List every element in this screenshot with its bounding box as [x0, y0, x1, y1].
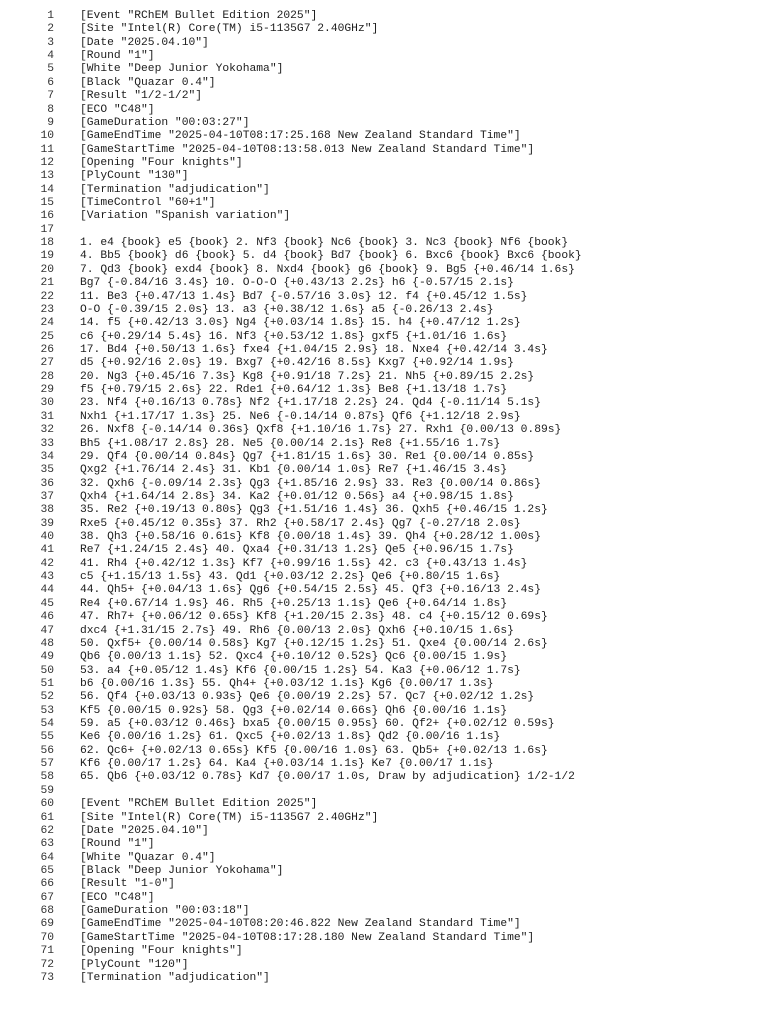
text-line	[0, 304, 768, 317]
text-line	[0, 357, 768, 370]
line-text: 23. Nf4 {+0.16/13 0.78s} Nf2 {+1.17/18 2.2s} 24. Qd4 {-0.11/14 5.1s}	[80, 397, 541, 410]
line-number: 26	[40, 343, 54, 356]
text-line	[0, 264, 768, 277]
line-text: [GameDuration "00:03:18"]	[80, 905, 250, 918]
line-number: 45	[40, 597, 54, 610]
line-number: 40	[40, 531, 54, 544]
line-text: [Opening "Four knights"]	[80, 156, 243, 169]
text-line	[0, 144, 768, 157]
line-number: 19	[40, 250, 54, 263]
text-line	[0, 397, 768, 410]
line-number: 53	[40, 704, 54, 717]
text-line	[0, 317, 768, 330]
line-number: 63	[40, 838, 54, 851]
line-number: 15	[40, 197, 54, 210]
text-line	[0, 424, 768, 437]
text-line	[0, 90, 768, 103]
text-line	[0, 411, 768, 424]
text-line	[0, 104, 768, 117]
line-text: 26. Nxf8 {-0.14/14 0.36s} Qxf8 {+1.10/16 1.7s} 27. Rxh1 {0.00/13 0.89s}	[80, 424, 562, 437]
line-text: 17. Bd4 {+0.50/13 1.6s} fxe4 {+1.04/15 2.9s} 18. Nxe4 {+0.42/14 3.4s}	[80, 343, 548, 356]
line-text: Qxg2 {+1.76/14 2.4s} 31. Kb1 {0.00/14 1.0s} Re7 {+1.46/15 3.4s}	[80, 464, 508, 477]
line-number: 50	[40, 664, 54, 677]
line-text: 47. Rh7+ {+0.06/12 0.65s} Kf8 {+1.20/15 2.3s} 48. c4 {+0.15/12 0.69s}	[80, 611, 548, 624]
text-line	[0, 865, 768, 878]
line-number: 6	[47, 76, 54, 89]
text-line	[0, 210, 768, 223]
line-text: [White "Quazar 0.4"]	[80, 851, 216, 864]
line-text: 53. a4 {+0.05/12 1.4s} Kf6 {0.00/15 1.2s} 54. Ka3 {+0.06/12 1.7s}	[80, 664, 521, 677]
line-number: 18	[40, 237, 54, 250]
line-number: 29	[40, 384, 54, 397]
line-number: 73	[40, 971, 54, 984]
line-text: [Black "Deep Junior Yokohama"]	[80, 865, 284, 877]
line-text: c5 {+1.15/13 1.5s} 43. Qd1 {+0.03/12 2.2s} Qe6 {+0.80/15 1.6s}	[80, 571, 501, 584]
line-text	[80, 785, 768, 798]
line-text: [Result "1/2-1/2"]	[80, 90, 203, 103]
text-line	[0, 718, 768, 731]
line-number: 24	[40, 317, 54, 330]
line-text: f5 {+0.79/15 2.6s} 22. Rde1 {+0.64/12 1.3s} Be8 {+1.13/18 1.7s}	[80, 384, 508, 397]
line-number: 34	[40, 450, 54, 463]
text-line	[0, 531, 768, 544]
text-line	[0, 544, 768, 557]
text-line	[0, 291, 768, 304]
line-text: [Event "RChEM Bullet Edition 2025"]	[80, 10, 318, 22]
line-number: 70	[40, 931, 54, 944]
text-line	[0, 130, 768, 143]
text-line	[0, 50, 768, 63]
text-line	[0, 638, 768, 651]
line-text: [Site "Intel(R) Core(TM) i5-1135G7 2.40GHz"]	[80, 811, 379, 824]
line-text: Bh5 {+1.08/17 2.8s} 28. Ne5 {0.00/14 2.1s} Re8 {+1.55/16 1.7s}	[80, 437, 501, 450]
line-number: 71	[40, 945, 54, 958]
line-text: d5 {+0.92/16 2.0s} 19. Bxg7 {+0.42/16 8.5s} Kxg7 {+0.92/14 1.9s}	[80, 357, 514, 370]
text-line	[0, 665, 768, 678]
line-text: [Event "RChEM Bullet Edition 2025"]	[80, 798, 318, 811]
text-line	[0, 518, 768, 531]
text-line	[0, 705, 768, 718]
text-line	[0, 598, 768, 611]
line-number: 51	[40, 677, 54, 690]
line-text: [Round "1"]	[80, 50, 155, 63]
text-line	[0, 758, 768, 771]
text-line	[0, 197, 768, 210]
line-text: Rxe5 {+0.45/12 0.35s} 37. Rh2 {+0.58/17 2.4s} Qg7 {-0.27/18 2.0s}	[80, 517, 521, 530]
line-number: 20	[40, 263, 54, 276]
line-number: 25	[40, 330, 54, 343]
line-text: c6 {+0.29/14 5.4s} 16. Nf3 {+0.53/12 1.8s} gxf5 {+1.01/16 1.6s}	[80, 330, 508, 343]
line-text: [Termination "adjudication"]	[80, 971, 270, 984]
line-number: 57	[40, 758, 54, 771]
line-text: [Termination "adjudication"]	[80, 183, 270, 196]
line-text: Ke6 {0.00/16 1.2s} 61. Qxc5 {+0.02/13 1.8s} Qd2 {0.00/16 1.1s}	[80, 731, 501, 744]
line-number: 33	[40, 437, 54, 450]
line-number: 37	[40, 490, 54, 503]
text-line	[0, 798, 768, 811]
line-number: 58	[40, 771, 54, 784]
line-number: 67	[40, 891, 54, 904]
text-line	[0, 878, 768, 891]
text-line	[0, 77, 768, 90]
line-text: [GameDuration "00:03:27"]	[80, 116, 250, 129]
line-number: 16	[40, 210, 54, 223]
text-line	[0, 23, 768, 36]
line-number: 4	[47, 50, 54, 63]
text-line	[0, 611, 768, 624]
line-number: 7	[47, 90, 54, 103]
line-text: 62. Qc6+ {+0.02/13 0.65s} Kf5 {0.00/16 1.0s} 63. Qb5+ {+0.02/13 1.6s}	[80, 744, 548, 757]
line-number: 10	[40, 130, 54, 143]
text-line	[0, 117, 768, 130]
text-line	[0, 838, 768, 851]
line-number: 62	[40, 824, 54, 837]
line-text: [Date "2025.04.10"]	[80, 824, 209, 837]
line-text: [GameEndTime "2025-04-10T08:17:25.168 New Zealand Standard Time"]	[80, 130, 521, 143]
line-number: 9	[47, 116, 54, 129]
text-line	[0, 972, 768, 985]
text-line	[0, 785, 768, 798]
line-text: [ECO "C48"]	[80, 103, 155, 116]
line-number: 23	[40, 303, 54, 316]
line-text: [Site "Intel(R) Core(TM) i5-1135G7 2.40GHz"]	[80, 23, 379, 36]
line-number: 38	[40, 504, 54, 517]
text-line	[0, 571, 768, 584]
text-line	[0, 491, 768, 504]
text-line	[0, 558, 768, 571]
line-number: 21	[40, 277, 54, 290]
line-text: 59. a5 {+0.03/12 0.46s} bxa5 {0.00/15 0.95s} 60. Qf2+ {+0.02/12 0.59s}	[80, 718, 555, 731]
line-number: 17	[40, 223, 54, 236]
line-text: Nxh1 {+1.17/17 1.3s} 25. Ne6 {-0.14/14 0.87s} Qf6 {+1.12/18 2.9s}	[80, 410, 521, 423]
line-text: 35. Re2 {+0.19/13 0.80s} Qg3 {+1.51/16 1.4s} 36. Qxh5 {+0.46/15 1.2s}	[80, 504, 548, 517]
line-text: Qb6 {0.00/13 1.1s} 52. Qxc4 {+0.10/12 0.52s} Qc6 {0.00/15 1.9s}	[80, 651, 508, 664]
line-text: b6 {0.00/16 1.3s} 55. Qh4+ {+0.03/12 1.1s} Kg6 {0.00/17 1.3s}	[80, 677, 494, 690]
line-number: 66	[40, 878, 54, 891]
text-line	[0, 584, 768, 597]
line-text: [Result "1-0"]	[80, 878, 175, 891]
line-number: 68	[40, 905, 54, 918]
line-number: 31	[40, 410, 54, 423]
text-line	[0, 250, 768, 263]
line-number: 61	[40, 811, 54, 824]
line-text: 41. Rh4 {+0.42/12 1.3s} Kf7 {+0.99/16 1.5s} 42. c3 {+0.43/13 1.4s}	[80, 557, 528, 570]
line-text: 14. f5 {+0.42/13 3.0s} Ng4 {+0.03/14 1.8s} 15. h4 {+0.47/12 1.2s}	[80, 317, 521, 330]
text-line	[0, 37, 768, 50]
line-text: dxc4 {+1.31/15 2.7s} 49. Rh6 {0.00/13 2.0s} Qxh6 {+0.10/15 1.6s}	[80, 624, 514, 637]
text-line	[0, 63, 768, 76]
line-text: 50. Qxf5+ {0.00/14 0.58s} Kg7 {+0.12/15 1.2s} 51. Qxe4 {0.00/14 2.6s}	[80, 637, 548, 650]
line-text: [PlyCount "130"]	[80, 170, 189, 183]
line-number: 5	[47, 63, 54, 76]
line-text: [PlyCount "120"]	[80, 958, 189, 971]
line-text: Re7 {+1.24/15 2.4s} 40. Qxa4 {+0.31/13 1.2s} Qe5 {+0.96/15 1.7s}	[80, 544, 514, 557]
line-number: 3	[47, 36, 54, 49]
text-line	[0, 464, 768, 477]
line-number: 48	[40, 637, 54, 650]
line-text: [TimeControl "60+1"]	[80, 197, 216, 210]
text-line	[0, 651, 768, 664]
text-line	[0, 731, 768, 744]
line-text: 56. Qf4 {+0.03/13 0.93s} Qe6 {0.00/19 2.2s} 57. Qc7 {+0.02/12 1.2s}	[80, 691, 535, 704]
line-number: 47	[40, 624, 54, 637]
line-text: 29. Qf4 {0.00/14 0.84s} Qg7 {+1.81/15 1.6s} 30. Re1 {0.00/14 0.85s}	[80, 450, 535, 463]
line-text: O-O {-0.39/15 2.0s} 13. a3 {+0.38/12 1.6s} a5 {-0.26/13 2.4s}	[80, 303, 494, 316]
line-text: [White "Deep Junior Yokohama"]	[80, 63, 284, 76]
text-line	[0, 451, 768, 464]
line-number: 69	[40, 918, 54, 931]
line-text	[80, 224, 768, 237]
text-line	[0, 825, 768, 838]
line-number: 14	[40, 183, 54, 196]
text-line	[0, 504, 768, 517]
line-number: 8	[47, 103, 54, 116]
text-line	[0, 170, 768, 183]
text-line	[0, 625, 768, 638]
pgn-text-view[interactable]	[0, 10, 768, 985]
line-number: 12	[40, 156, 54, 169]
line-number: 41	[40, 544, 54, 557]
line-number: 36	[40, 477, 54, 490]
text-line	[0, 184, 768, 197]
line-text: Kf6 {0.00/17 1.2s} 64. Ka4 {+0.03/14 1.1s} Ke7 {0.00/17 1.1s}	[80, 758, 494, 771]
line-text: 1. e4 {book} e5 {book} 2. Nf3 {book} Nc6 {book} 3. Nc3 {book} Nf6 {book}	[80, 237, 569, 250]
text-line	[0, 852, 768, 865]
text-line	[0, 892, 768, 905]
line-number: 72	[40, 958, 54, 971]
text-line	[0, 371, 768, 384]
text-line	[0, 918, 768, 931]
line-number: 27	[40, 357, 54, 370]
line-number: 2	[47, 23, 54, 36]
line-number: 46	[40, 611, 54, 624]
text-line	[0, 905, 768, 918]
line-number: 32	[40, 424, 54, 437]
text-line	[0, 771, 768, 784]
text-line	[0, 237, 768, 250]
text-line	[0, 331, 768, 344]
line-number: 35	[40, 464, 54, 477]
line-text: [ECO "C48"]	[80, 891, 155, 904]
line-number: 11	[40, 143, 54, 156]
line-text: Qxh4 {+1.64/14 2.8s} 34. Ka2 {+0.01/12 0.56s} a4 {+0.98/15 1.8s}	[80, 490, 514, 503]
line-number: 60	[40, 798, 54, 811]
text-line	[0, 932, 768, 945]
text-line	[0, 691, 768, 704]
line-number: 59	[40, 784, 54, 797]
line-text: Kf5 {0.00/15 0.92s} 58. Qg3 {+0.02/14 0.66s} Qh6 {0.00/16 1.1s}	[80, 704, 508, 717]
line-text: 7. Qd3 {book} exd4 {book} 8. Nxd4 {book} g6 {book} 9. Bg5 {+0.46/14 1.6s}	[80, 263, 575, 276]
line-text: 65. Qb6 {+0.03/12 0.78s} Kd7 {0.00/17 1.0s, Draw by adjudication} 1/2-1/2	[80, 771, 575, 784]
line-number: 65	[40, 865, 54, 877]
text-line	[0, 10, 768, 23]
line-text: [Opening "Four knights"]	[80, 945, 243, 958]
line-number: 13	[40, 170, 54, 183]
line-number: 28	[40, 370, 54, 383]
line-number: 39	[40, 517, 54, 530]
line-text: 32. Qxh6 {-0.09/14 2.3s} Qg3 {+1.85/16 2.9s} 33. Re3 {0.00/14 0.86s}	[80, 477, 541, 490]
line-text: 20. Ng3 {+0.45/16 7.3s} Kg8 {+0.91/18 7.2s} 21. Nh5 {+0.89/15 2.2s}	[80, 370, 535, 383]
text-line	[0, 959, 768, 972]
line-number: 54	[40, 718, 54, 731]
line-number: 42	[40, 557, 54, 570]
text-line	[0, 224, 768, 237]
text-line	[0, 438, 768, 451]
line-number: 22	[40, 290, 54, 303]
line-text: 38. Qh3 {+0.58/16 0.61s} Kf8 {0.00/18 1.4s} 39. Qh4 {+0.28/12 1.00s}	[80, 531, 541, 544]
text-line	[0, 277, 768, 290]
line-text: Re4 {+0.67/14 1.9s} 46. Rh5 {+0.25/13 1.1s} Qe6 {+0.64/14 1.8s}	[80, 597, 508, 610]
line-text: 44. Qh5+ {+0.04/13 1.6s} Qg6 {+0.54/15 2.5s} 45. Qf3 {+0.16/13 2.4s}	[80, 584, 541, 597]
line-text: 11. Be3 {+0.47/13 1.4s} Bd7 {-0.57/16 3.0s} 12. f4 {+0.45/12 1.5s}	[80, 290, 528, 303]
line-text: [Black "Quazar 0.4"]	[80, 76, 216, 89]
line-text: 4. Bb5 {book} d6 {book} 5. d4 {book} Bd7 {book} 6. Bxc6 {book} Bxc6 {book}	[80, 250, 582, 263]
line-text: [Date "2025.04.10"]	[80, 36, 209, 49]
line-number: 49	[40, 651, 54, 664]
line-text: [Variation "Spanish variation"]	[80, 210, 291, 223]
text-line	[0, 745, 768, 758]
line-number: 52	[40, 691, 54, 704]
text-line	[0, 344, 768, 357]
text-line	[0, 678, 768, 691]
line-number: 56	[40, 744, 54, 757]
text-line	[0, 384, 768, 397]
line-text: [GameEndTime "2025-04-10T08:20:46.822 New Zealand Standard Time"]	[80, 918, 521, 931]
text-line	[0, 945, 768, 958]
line-number: 43	[40, 571, 54, 584]
line-text: [GameStartTime "2025-04-10T08:17:28.180 New Zealand Standard Time"]	[80, 931, 535, 944]
line-number: 64	[40, 851, 54, 864]
line-text: [GameStartTime "2025-04-10T08:13:58.013 New Zealand Standard Time"]	[80, 143, 535, 156]
text-line	[0, 478, 768, 491]
line-number: 44	[40, 584, 54, 597]
line-number: 55	[40, 731, 54, 744]
line-text: [Round "1"]	[80, 838, 155, 851]
text-line	[0, 157, 768, 170]
line-number: 1	[47, 10, 54, 22]
line-text: Bg7 {-0.84/16 3.4s} 10. O-O-O {+0.43/13 2.2s} h6 {-0.57/15 2.1s}	[80, 277, 514, 290]
text-line	[0, 812, 768, 825]
line-number: 30	[40, 397, 54, 410]
